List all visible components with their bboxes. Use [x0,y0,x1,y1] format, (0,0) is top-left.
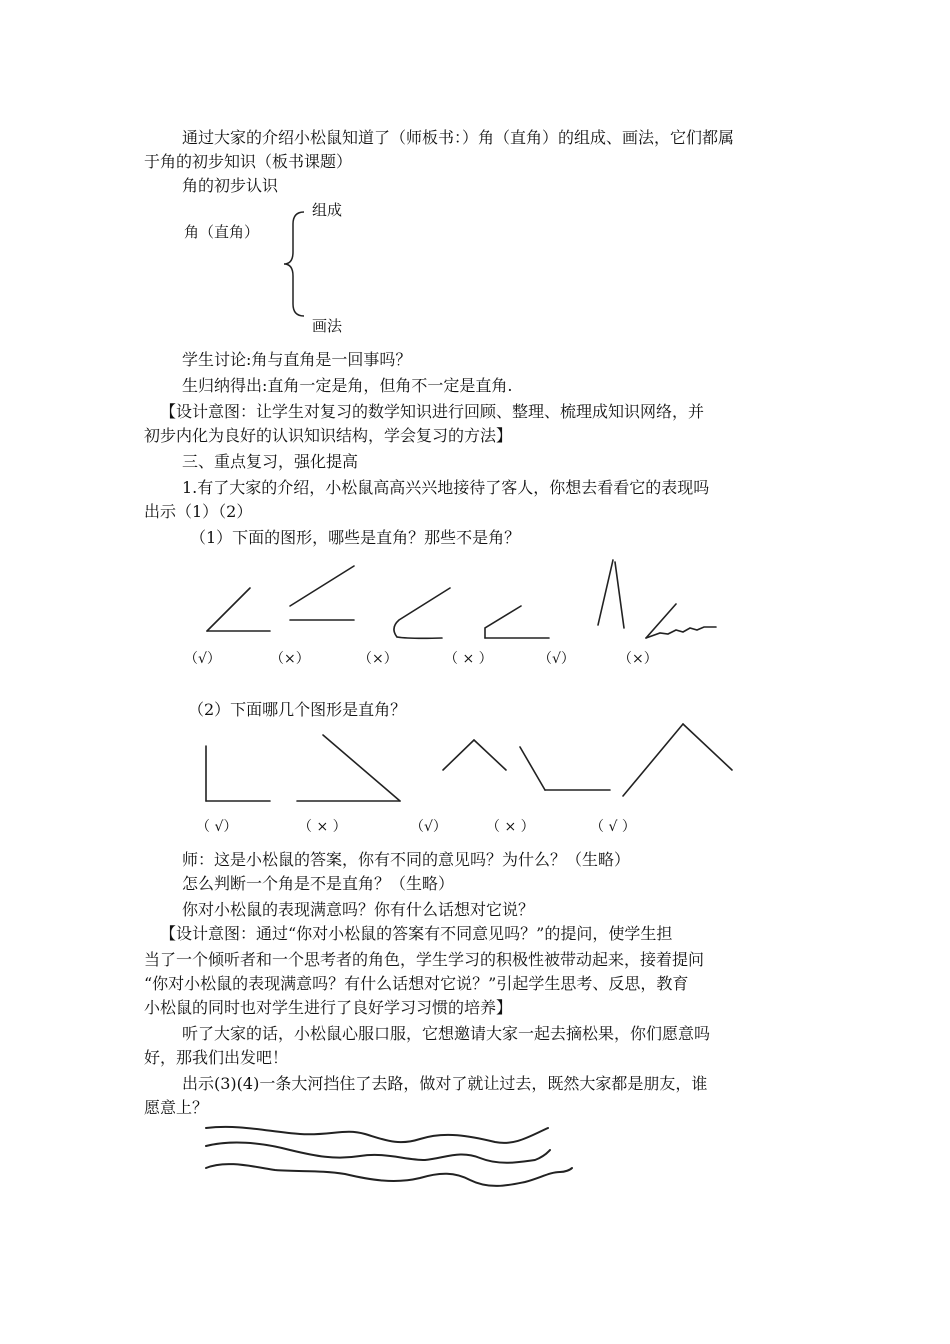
design-note-2-line-2: 当了一个倾听者和一个思考者的角色，学生学习的积极性被带动起来，接着提问 [144,950,705,969]
topic-title: 角的初步认识 [182,176,279,195]
ex2-answer-1: （ √） [196,819,238,835]
design-note-1-line-2: 初步内化为良好的认识知识结构，学会复习的方法】 [144,426,513,445]
discussion-answer: 生归纳得出:直角一定是角，但角不一定是直角. [182,376,513,395]
board-main-label: 角（直角） [184,223,260,241]
ex1-answer-3: （×） [358,651,398,667]
teacher-line-1: 师：这是小松鼠的答案，你有不同的意见吗？为什么？（生略） [182,850,631,869]
intro-line-2: 于角的初步知识（板书课题） [144,152,353,171]
ex2-answer-5: （ √ ） [590,819,636,835]
design-note-2-line-3: “你对小松鼠的表现满意吗？有什么话想对它说？”引起学生思考、反思，教育 [144,974,689,993]
ex2-answer-2: （ × ） [298,819,347,835]
ex1-answer-6: （×） [618,651,658,667]
design-note-2-line-1: 【设计意图：通过“你对小松鼠的答案有不同意见吗？”的提问，使学生担 [160,924,673,943]
board-branch-bottom: 画法 [312,317,343,335]
discussion-question: 学生讨论:角与直角是一回事吗？ [182,350,412,369]
exercise-1-question: （1）下面的图形，哪些是直角？那些不是角？ [190,528,521,547]
design-note-1-line-1: 【设计意图：让学生对复习的数学知识进行回顾、整理、梳理成知识网络，并 [160,402,705,421]
design-note-2-line-4: 小松鼠的同时也对学生进行了良好学习习惯的培养】 [144,998,513,1017]
ex1-answer-2: （×） [270,651,310,667]
story-line-4: 愿意上？ [144,1098,209,1117]
item-1-line-1: 1.有了大家的介绍，小松鼠高高兴兴地接待了客人，你想去看看它的表现吗 [182,478,710,497]
teacher-line-2: 怎么判断一个角是不是直角？（生略） [182,874,455,893]
item-1-line-2: 出示（1）（2） [144,502,253,521]
ex1-answer-1: （√） [184,651,221,667]
story-line-1: 听了大家的话，小松鼠心服口服，它想邀请大家一起去摘松果，你们愿意吗 [182,1024,711,1043]
river-line-3 [206,1164,572,1186]
exercise-2-question: （2）下面哪几个图形是直角？ [188,700,407,719]
river-line-2 [206,1143,550,1163]
ex1-answer-4: （ × ） [444,651,493,667]
teacher-line-3: 你对小松鼠的表现满意吗？你有什么话想对它说？ [182,900,535,919]
ex2-answer-3: （√） [410,819,447,835]
section-heading: 三、重点复习，强化提高 [182,452,359,471]
story-line-2: 好，那我们出发吧！ [144,1048,289,1067]
ex2-answer-4: （ × ） [486,819,535,835]
story-line-3: 出示(3)(4)一条大河挡住了去路，做对了就让过去，既然大家都是朋友，谁 [182,1074,708,1093]
ex1-answer-5: （√） [538,651,575,667]
board-branch-top: 组成 [312,201,343,219]
river-line-1 [206,1127,548,1143]
intro-line-1: 通过大家的介绍小松鼠知道了（师板书：）角（直角）的组成、画法，它们都属 [182,128,735,147]
